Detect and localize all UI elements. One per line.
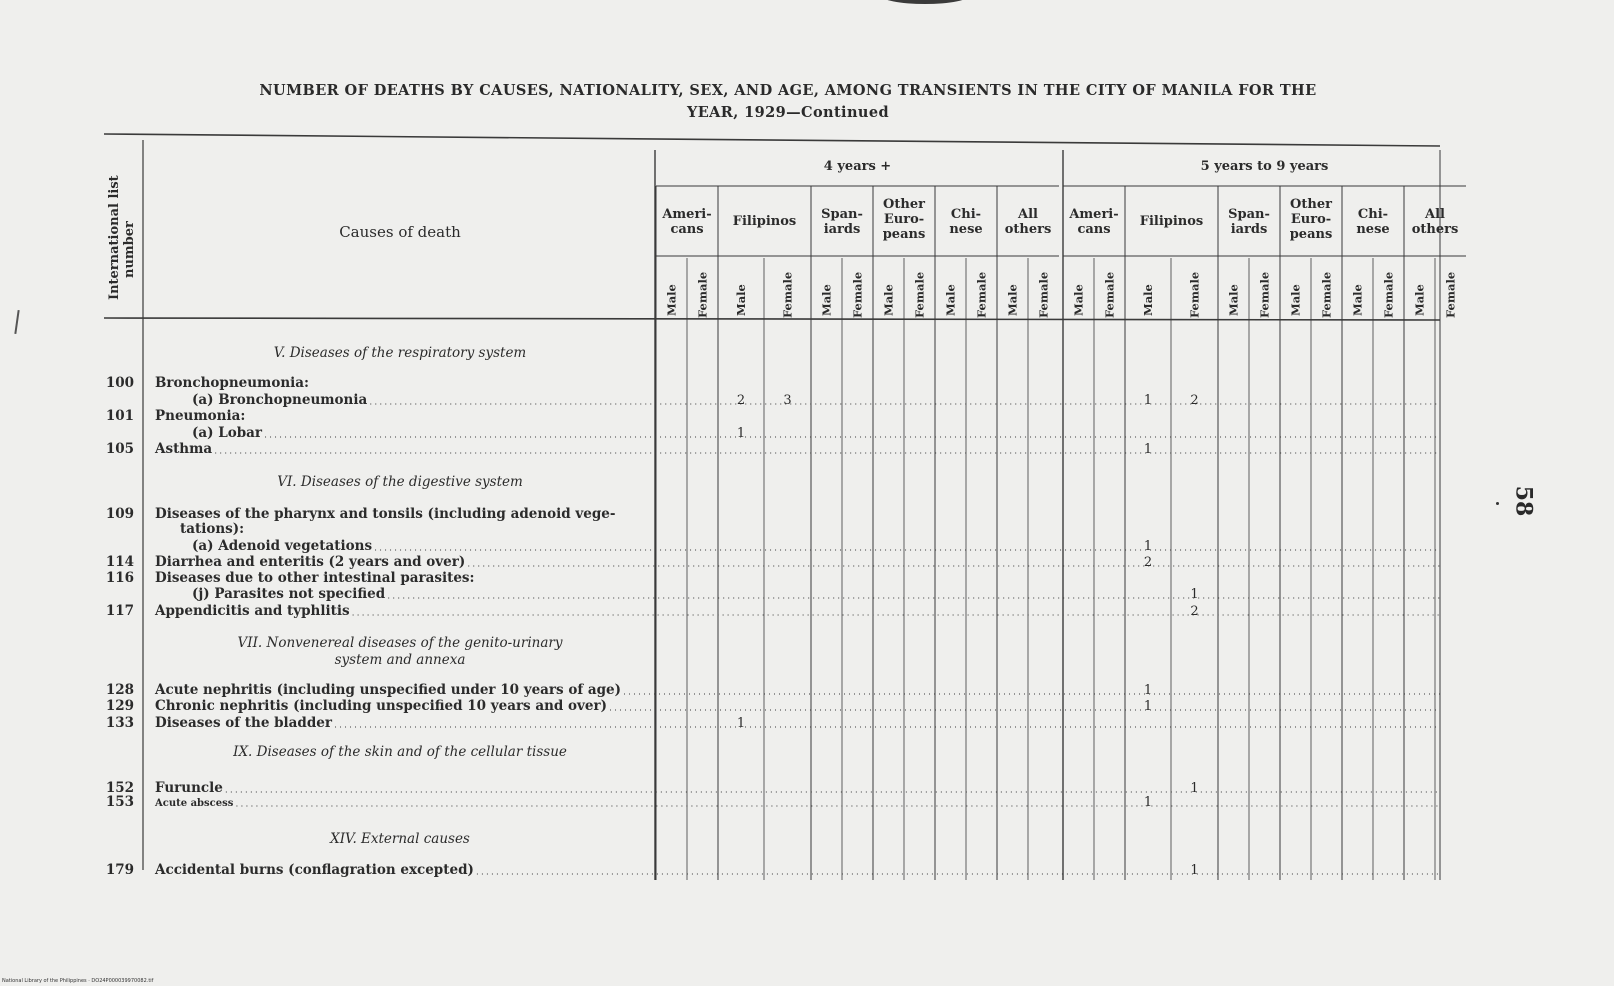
list-number: 100 (105, 375, 134, 391)
list-number: 109 (105, 506, 134, 522)
nationality-header: Euro- (883, 212, 925, 227)
cause-name: Appendicitis and typhlitis (155, 603, 350, 619)
sex-header: Female (1102, 271, 1117, 318)
sex-header: Female (1257, 271, 1272, 318)
sex-header: Female (1036, 271, 1051, 318)
nationality-header: iards (1230, 222, 1268, 237)
cause-name: Acute nephritis (including unspecified under 10 years of age) (155, 682, 621, 698)
cell-value: 3 (783, 393, 792, 408)
cell-value: 1 (1190, 863, 1199, 878)
nationality-header: peans (1289, 227, 1333, 242)
sex-header: Female (912, 271, 927, 318)
age-group-header: 4 years + (823, 159, 892, 174)
list-number: 153 (105, 794, 134, 810)
cause-name: Diseases of the bladder (155, 715, 333, 731)
cell-value: 1 (1143, 539, 1153, 554)
nationality-header: others (1004, 222, 1052, 237)
cell-value: 2 (736, 393, 746, 408)
sex-header: Male (1226, 284, 1241, 316)
cause-name: Diseases due to other intestinal parasites: (155, 570, 475, 586)
sex-header: Female (1381, 271, 1396, 318)
nationality-header: Other (883, 197, 925, 212)
cell-value: 1 (736, 716, 746, 731)
cause-name: (a) Lobar (192, 425, 263, 441)
nationality-header: cans (670, 222, 704, 237)
sex-header: Male (734, 284, 748, 316)
cause-name: Chronic nephritis (including unspecified 10 years and over) (155, 698, 607, 714)
nationality-header: All (1425, 207, 1445, 222)
nationality-header: peans (882, 227, 926, 242)
sex-header: Male (943, 284, 958, 316)
sex-header: Male (1141, 284, 1155, 316)
sex-header: Female (1443, 271, 1458, 318)
cause-name: Pneumonia: (155, 408, 246, 424)
cell-value: 2 (1190, 393, 1199, 408)
cell-value: 2 (1143, 555, 1153, 570)
list-number-header: International listnumber (107, 175, 137, 300)
list-number: 129 (105, 698, 134, 714)
table-top-rule (104, 134, 1440, 146)
nationality-header: iards (823, 222, 861, 237)
sex-header: Male (1412, 284, 1427, 316)
section-heading: VI. Diseases of the digestive system (277, 474, 523, 490)
sex-header: Male (1005, 284, 1020, 316)
cell-value: 1 (1190, 587, 1199, 602)
nationality-header: Chi- (950, 207, 982, 222)
section-heading: system and annexa (334, 652, 466, 668)
sex-header: Female (780, 271, 795, 318)
cell-value: 1 (1143, 442, 1153, 457)
nationality-header: Ameri- (1069, 207, 1119, 222)
header-bottom-rule (104, 318, 1440, 320)
sex-header: Male (1350, 284, 1365, 316)
cell-value: 1 (1143, 393, 1153, 408)
nationality-header: Span- (821, 207, 863, 222)
sex-header: Female (850, 271, 865, 318)
section-heading: IX. Diseases of the skin and of the cellular tissue (233, 744, 567, 760)
cause-name: (a) Bronchopneumonia (192, 392, 368, 408)
cause-name: Diseases of the pharynx and tonsils (including adenoid vege- (155, 506, 616, 522)
list-number: 117 (105, 603, 134, 619)
cause-name: Bronchopneumonia: (155, 375, 310, 391)
sex-header: Male (664, 284, 679, 316)
title-line-1: NUMBER OF DEATHS BY CAUSES, NATIONALITY, SEX, AND AGE, AMONG TRANSIENTS IN THE CITY OF MANILA FOR THE (259, 82, 1317, 99)
nationality-header: Ameri- (662, 207, 712, 222)
cause-name: Diarrhea and enteritis (2 years and over) (155, 554, 466, 570)
cause-name: (j) Parasites not specified (192, 586, 386, 602)
sex-header: Female (974, 271, 989, 318)
list-number: 116 (105, 570, 134, 586)
list-number: 114 (105, 554, 134, 570)
cause-name: tations): (180, 521, 245, 537)
cause-name: Asthma (155, 441, 213, 457)
cause-name: Acute abscess (155, 798, 234, 809)
sex-header: Female (1187, 271, 1202, 318)
page-number-dot (1496, 502, 1499, 505)
sex-header: Male (881, 284, 896, 316)
cause-name: Accidental burns (conflagration excepted) (155, 862, 474, 878)
cell-value: 1 (736, 426, 746, 441)
nationality-header: nese (1356, 222, 1390, 237)
nationality-header: Span- (1228, 207, 1270, 222)
sex-header: Male (1071, 284, 1086, 316)
section-heading: XIV. External causes (330, 831, 470, 847)
cause-name: Furuncle (155, 780, 223, 796)
nationality-header: Euro- (1290, 212, 1332, 227)
section-heading: V. Diseases of the respiratory system (273, 345, 527, 361)
nationality-header: Other (1290, 197, 1332, 212)
list-number: 101 (105, 408, 134, 424)
age-group-header: 5 years to 9 years (1200, 159, 1329, 174)
sex-header: Male (1288, 284, 1303, 316)
sex-header: Female (1319, 271, 1334, 318)
list-number: 179 (105, 862, 134, 878)
sex-header: Male (819, 284, 834, 316)
cell-value: 1 (1143, 699, 1153, 714)
page-number: 58 (1510, 485, 1537, 517)
nationality-header: cans (1077, 222, 1111, 237)
scan-footer: National Library of the Philippines · DO24P000039970082.tif (2, 978, 154, 984)
nationality-header: Filipinos (732, 214, 797, 229)
cell-value: 1 (1143, 795, 1153, 810)
list-number: 128 (105, 682, 134, 698)
causes-header: Causes of death (339, 223, 461, 241)
nationality-header: others (1411, 222, 1459, 237)
cell-value: 1 (1190, 781, 1199, 796)
list-number: 133 (105, 715, 134, 731)
title-line-2: YEAR, 1929—Continued (686, 104, 890, 121)
nationality-header: Filipinos (1139, 214, 1204, 229)
list-number: 152 (105, 780, 134, 796)
cause-name: (a) Adenoid vegetations (192, 538, 373, 554)
section-heading: VII. Nonvenereal diseases of the genito-urinary (237, 635, 563, 651)
nationality-header: All (1018, 207, 1038, 222)
list-number: 105 (105, 441, 134, 457)
nationality-header: Chi- (1357, 207, 1389, 222)
sex-header: Female (695, 271, 710, 318)
cell-value: 2 (1190, 604, 1199, 619)
nationality-header: nese (949, 222, 983, 237)
cell-value: 1 (1143, 683, 1153, 698)
